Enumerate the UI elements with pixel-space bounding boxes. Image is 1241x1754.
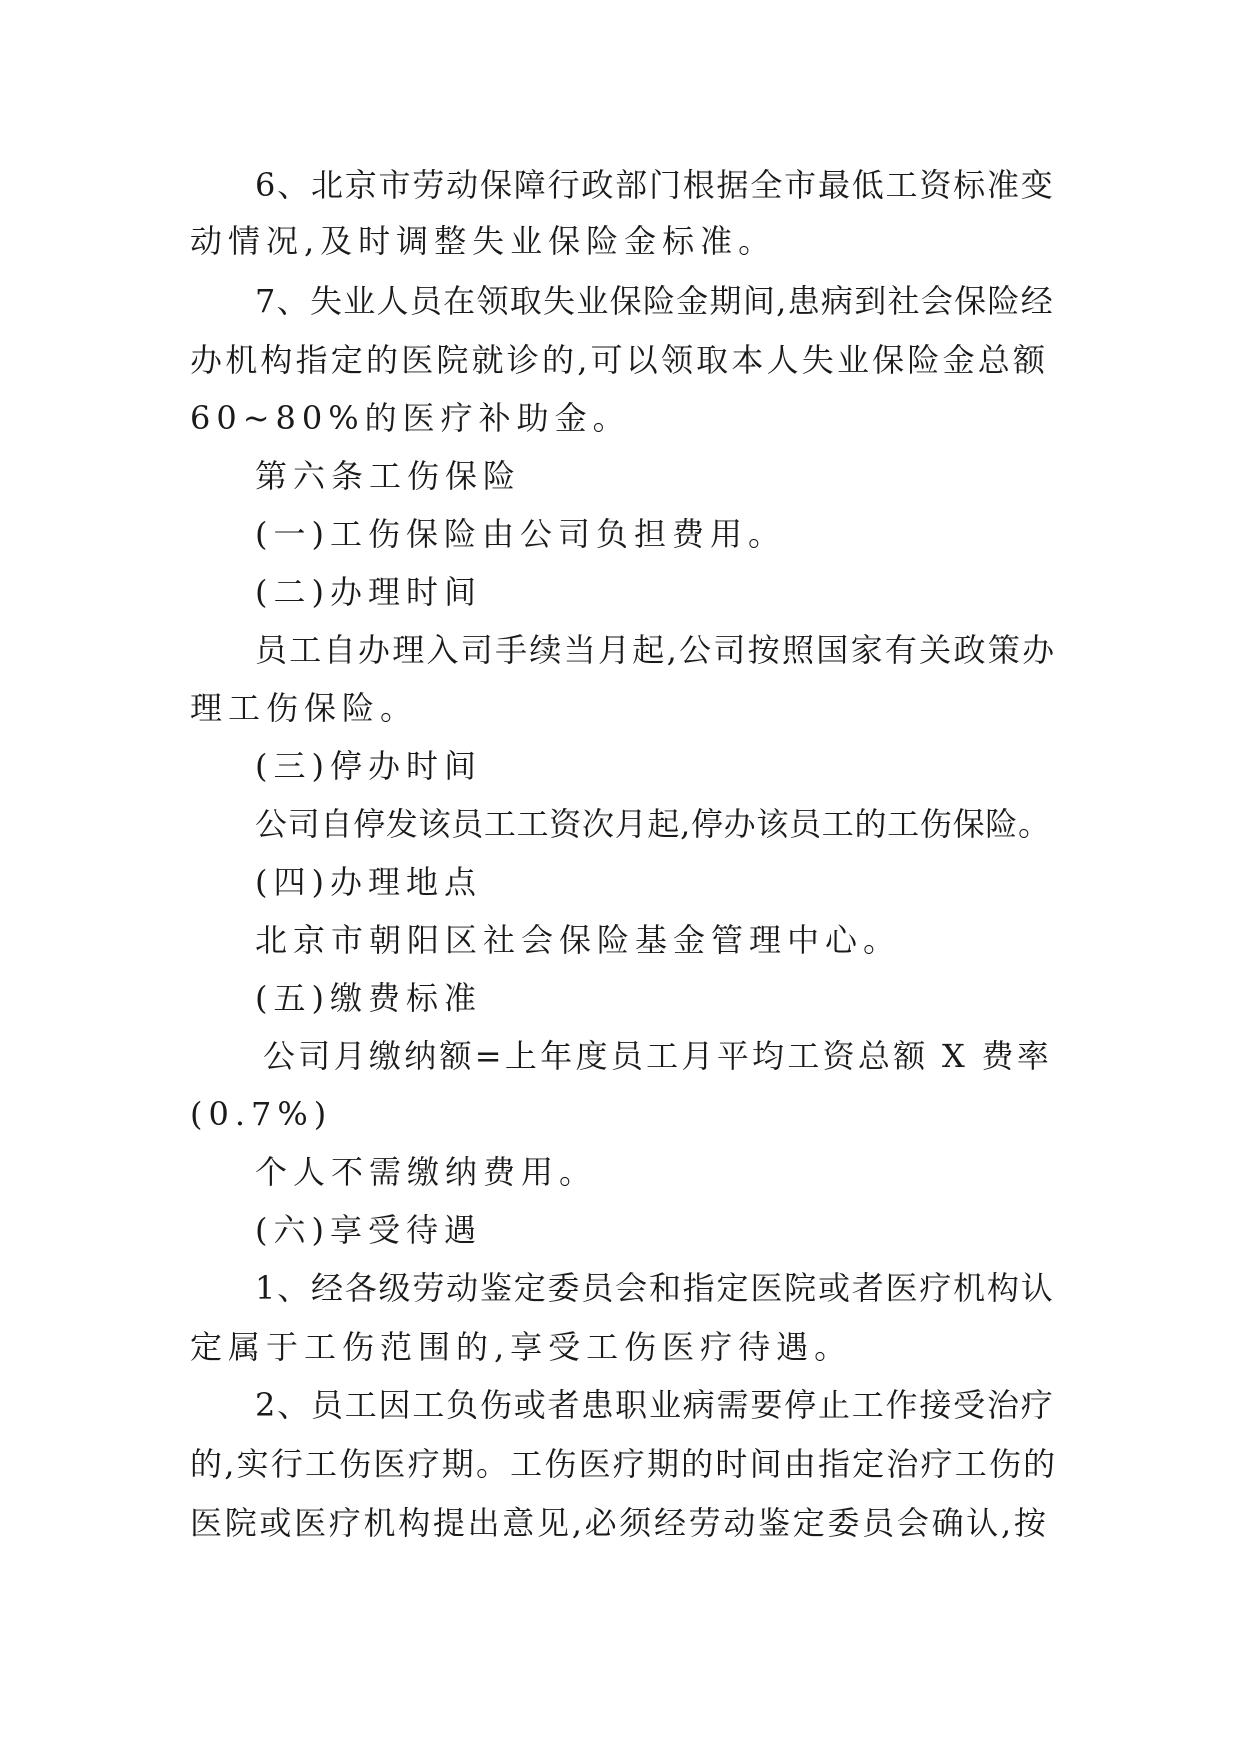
text-line: (0.7%) [190,1095,333,1133]
text-line: 公司月缴纳额=上年度员工月平均工资总额 X 费率 [263,1037,1053,1075]
text-line: 公司自停发该员工工资次月起,停办该员工的工伤保险。 [255,805,1051,843]
text-line: (三)停办时间 [255,747,482,785]
text-line: 第六条工伤保险 [255,457,522,495]
text-line: 动情况,及时调整失业保险金标准。 [190,222,777,260]
text-line: 个人不需缴纳费用。 [255,1153,598,1191]
text-line: 7、失业人员在领取失业保险金期间,患病到社会保险经 [255,282,1055,320]
text-line: 2、员工因工负伤或者患职业病需要停止工作接受治疗 [255,1386,1055,1424]
text-line: 6、北京市劳动保障行政部门根据全市最低工资标准变 [255,166,1055,204]
text-line: 理工伤保险。 [190,689,419,727]
text-line: 的,实行工伤医疗期。工伤医疗期的时间由指定治疗工伤的 [190,1445,1058,1483]
text-line: 定属于工伤范围的,享受工伤医疗待遇。 [190,1328,853,1366]
text-line: (六)享受待遇 [255,1211,482,1249]
text-line: 北京市朝阳区社会保险基金管理中心。 [255,921,902,959]
text-line: 1、经各级劳动鉴定委员会和指定医院或者医疗机构认 [255,1269,1055,1307]
text-line: 医院或医疗机构提出意见,必须经劳动鉴定委员会确认,按 [190,1504,1049,1542]
text-line: (五)缴费标准 [255,979,482,1017]
text-line: 办机构指定的医院就诊的,可以领取本人失业保险金总额 [190,341,1049,379]
text-line: (一)工伤保险由公司负担费用。 [255,515,786,553]
text-line: (四)办理地点 [255,863,482,901]
text-line: 员工自办理入司手续当月起,公司按照国家有关政策办 [255,631,1057,669]
text-line: 60~80%的医疗补助金。 [190,399,631,437]
text-line: (二)办理时间 [255,573,482,611]
